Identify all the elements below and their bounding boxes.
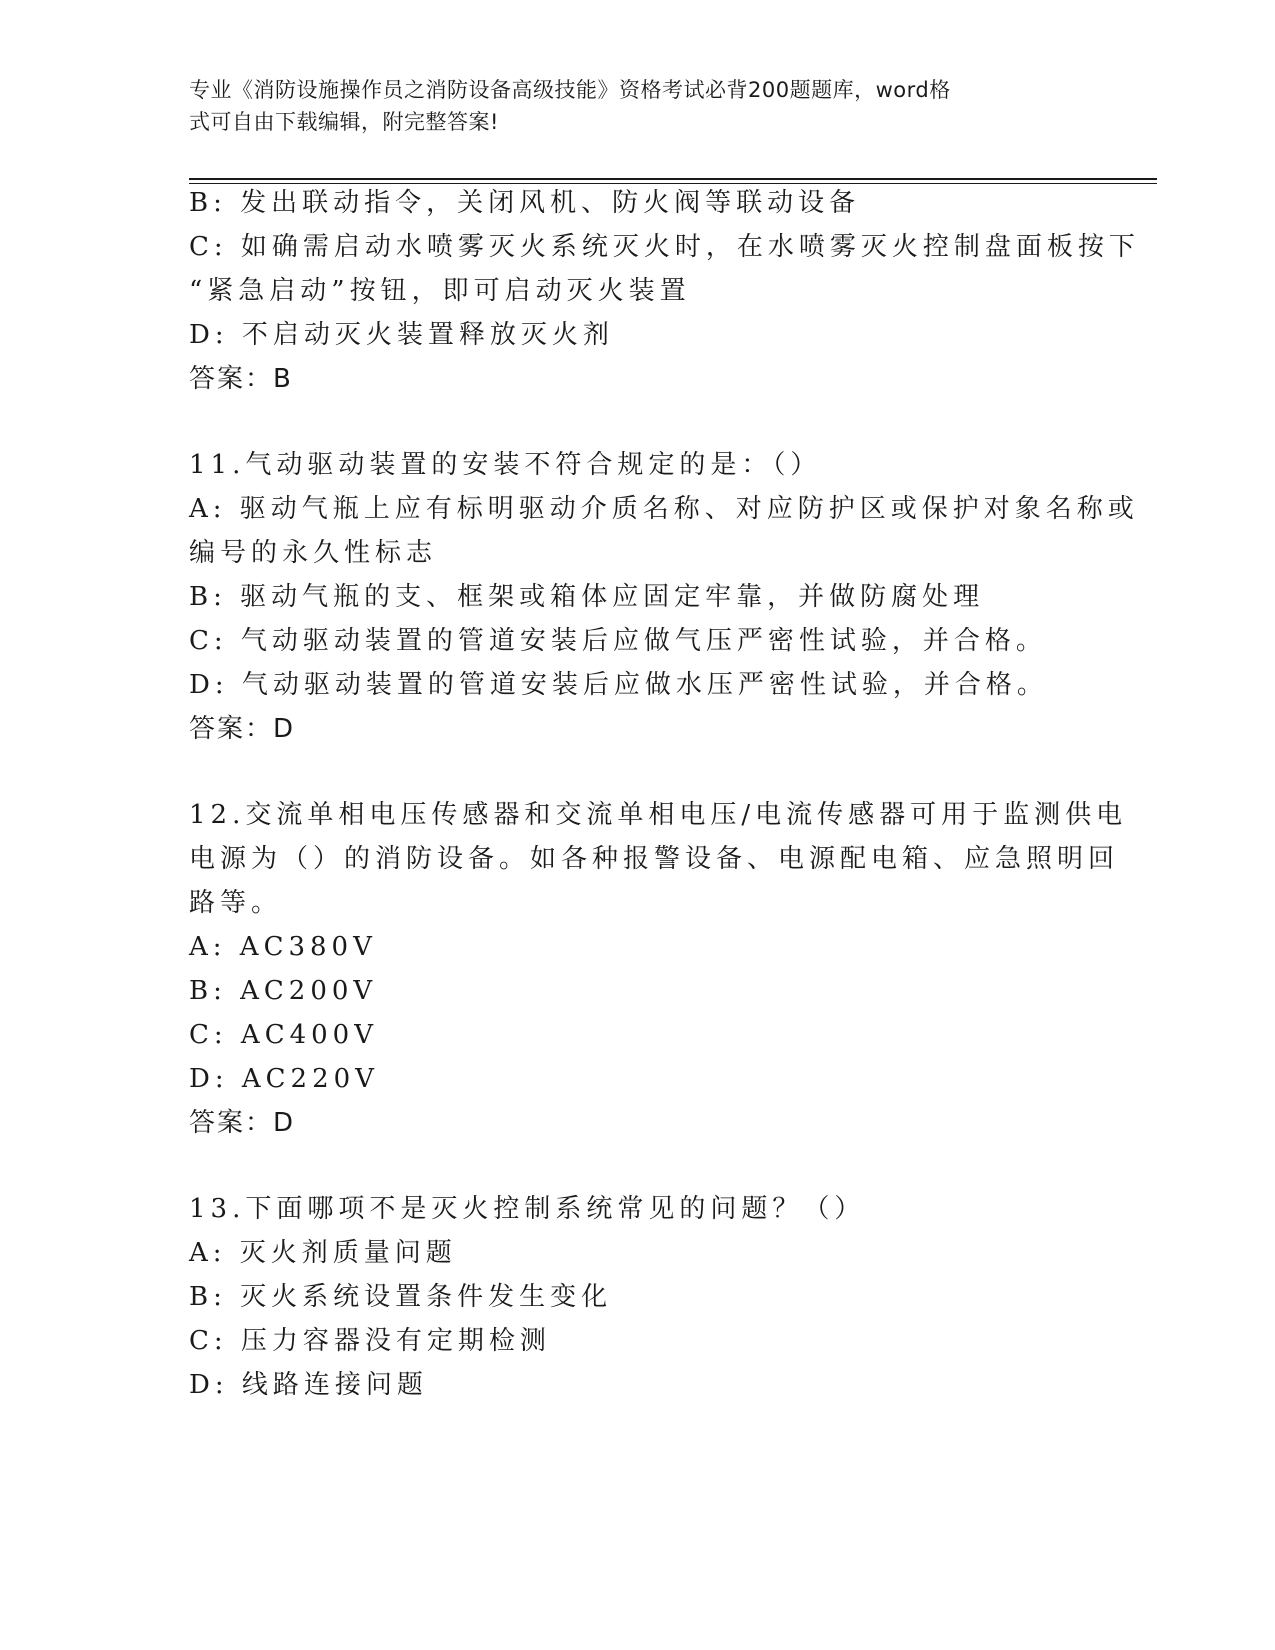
header-divider-thin xyxy=(189,183,1157,184)
q12-option-c: C: AC400V xyxy=(189,1020,378,1050)
header-divider-thick xyxy=(189,178,1157,180)
q10-option-c: C: 如确需启动水喷雾灭火系统灭火时，在水喷雾灭火控制盘面板按下 xyxy=(189,232,1140,262)
q11-option-a-cont: 编号的永久性标志 xyxy=(189,538,438,568)
q12-question-cont-2: 路等。 xyxy=(189,888,283,918)
q11-question: 11.气动驱动装置的安装不符合规定的是：（） xyxy=(189,450,822,480)
q13-option-c: C: 压力容器没有定期检测 xyxy=(189,1326,551,1356)
q10-option-b: B: 发出联动指令，关闭风机、防火阀等联动设备 xyxy=(189,188,861,218)
q11-option-b: B: 驱动气瓶的支、框架或箱体应固定牢靠，并做防腐处理 xyxy=(189,582,985,612)
header-line-1: 专业《消防设施操作员之消防设备高级技能》资格考试必背200题题库，word格 xyxy=(189,78,951,102)
q12-question-cont-1: 电源为（）的消防设备。如各种报警设备、电源配电箱、应急照明回 xyxy=(189,844,1120,874)
q11-answer: 答案：D xyxy=(189,714,296,744)
q12-option-d: D: AC220V xyxy=(189,1064,379,1094)
document-header xyxy=(189,74,1069,138)
q11-option-a: A: 驱动气瓶上应有标明驱动介质名称、对应防护区或保护对象名称或 xyxy=(189,494,1139,524)
header-line-2: 式可自由下载编辑，附完整答案! xyxy=(189,110,499,134)
q10-option-d: D: 不启动灭火装置释放灭火剂 xyxy=(189,320,614,350)
q12-answer: 答案：D xyxy=(189,1108,296,1138)
q12-option-a: A: AC380V xyxy=(189,932,377,962)
q13-option-d: D: 线路连接问题 xyxy=(189,1370,428,1400)
q13-option-a: A: 灭火剂质量问题 xyxy=(189,1238,457,1268)
q11-option-c: C: 气动驱动装置的管道安装后应做气压严密性试验，并合格。 xyxy=(189,626,1047,656)
q13-question: 13.下面哪项不是灭火控制系统常见的问题？（） xyxy=(189,1194,866,1224)
q10-option-c-cont: “紧急启动”按钮，即可启动灭火装置 xyxy=(189,276,691,306)
q12-option-b: B: AC200V xyxy=(189,976,378,1006)
q13-option-b: B: 灭火系统设置条件发生变化 xyxy=(189,1282,613,1312)
q10-answer: 答案：B xyxy=(189,364,293,394)
q12-question: 12.交流单相电压传感器和交流单相电压/电流传感器可用于监测供电 xyxy=(189,800,1128,830)
q11-option-d: D: 气动驱动装置的管道安装后应做水压严密性试验，并合格。 xyxy=(189,670,1048,700)
